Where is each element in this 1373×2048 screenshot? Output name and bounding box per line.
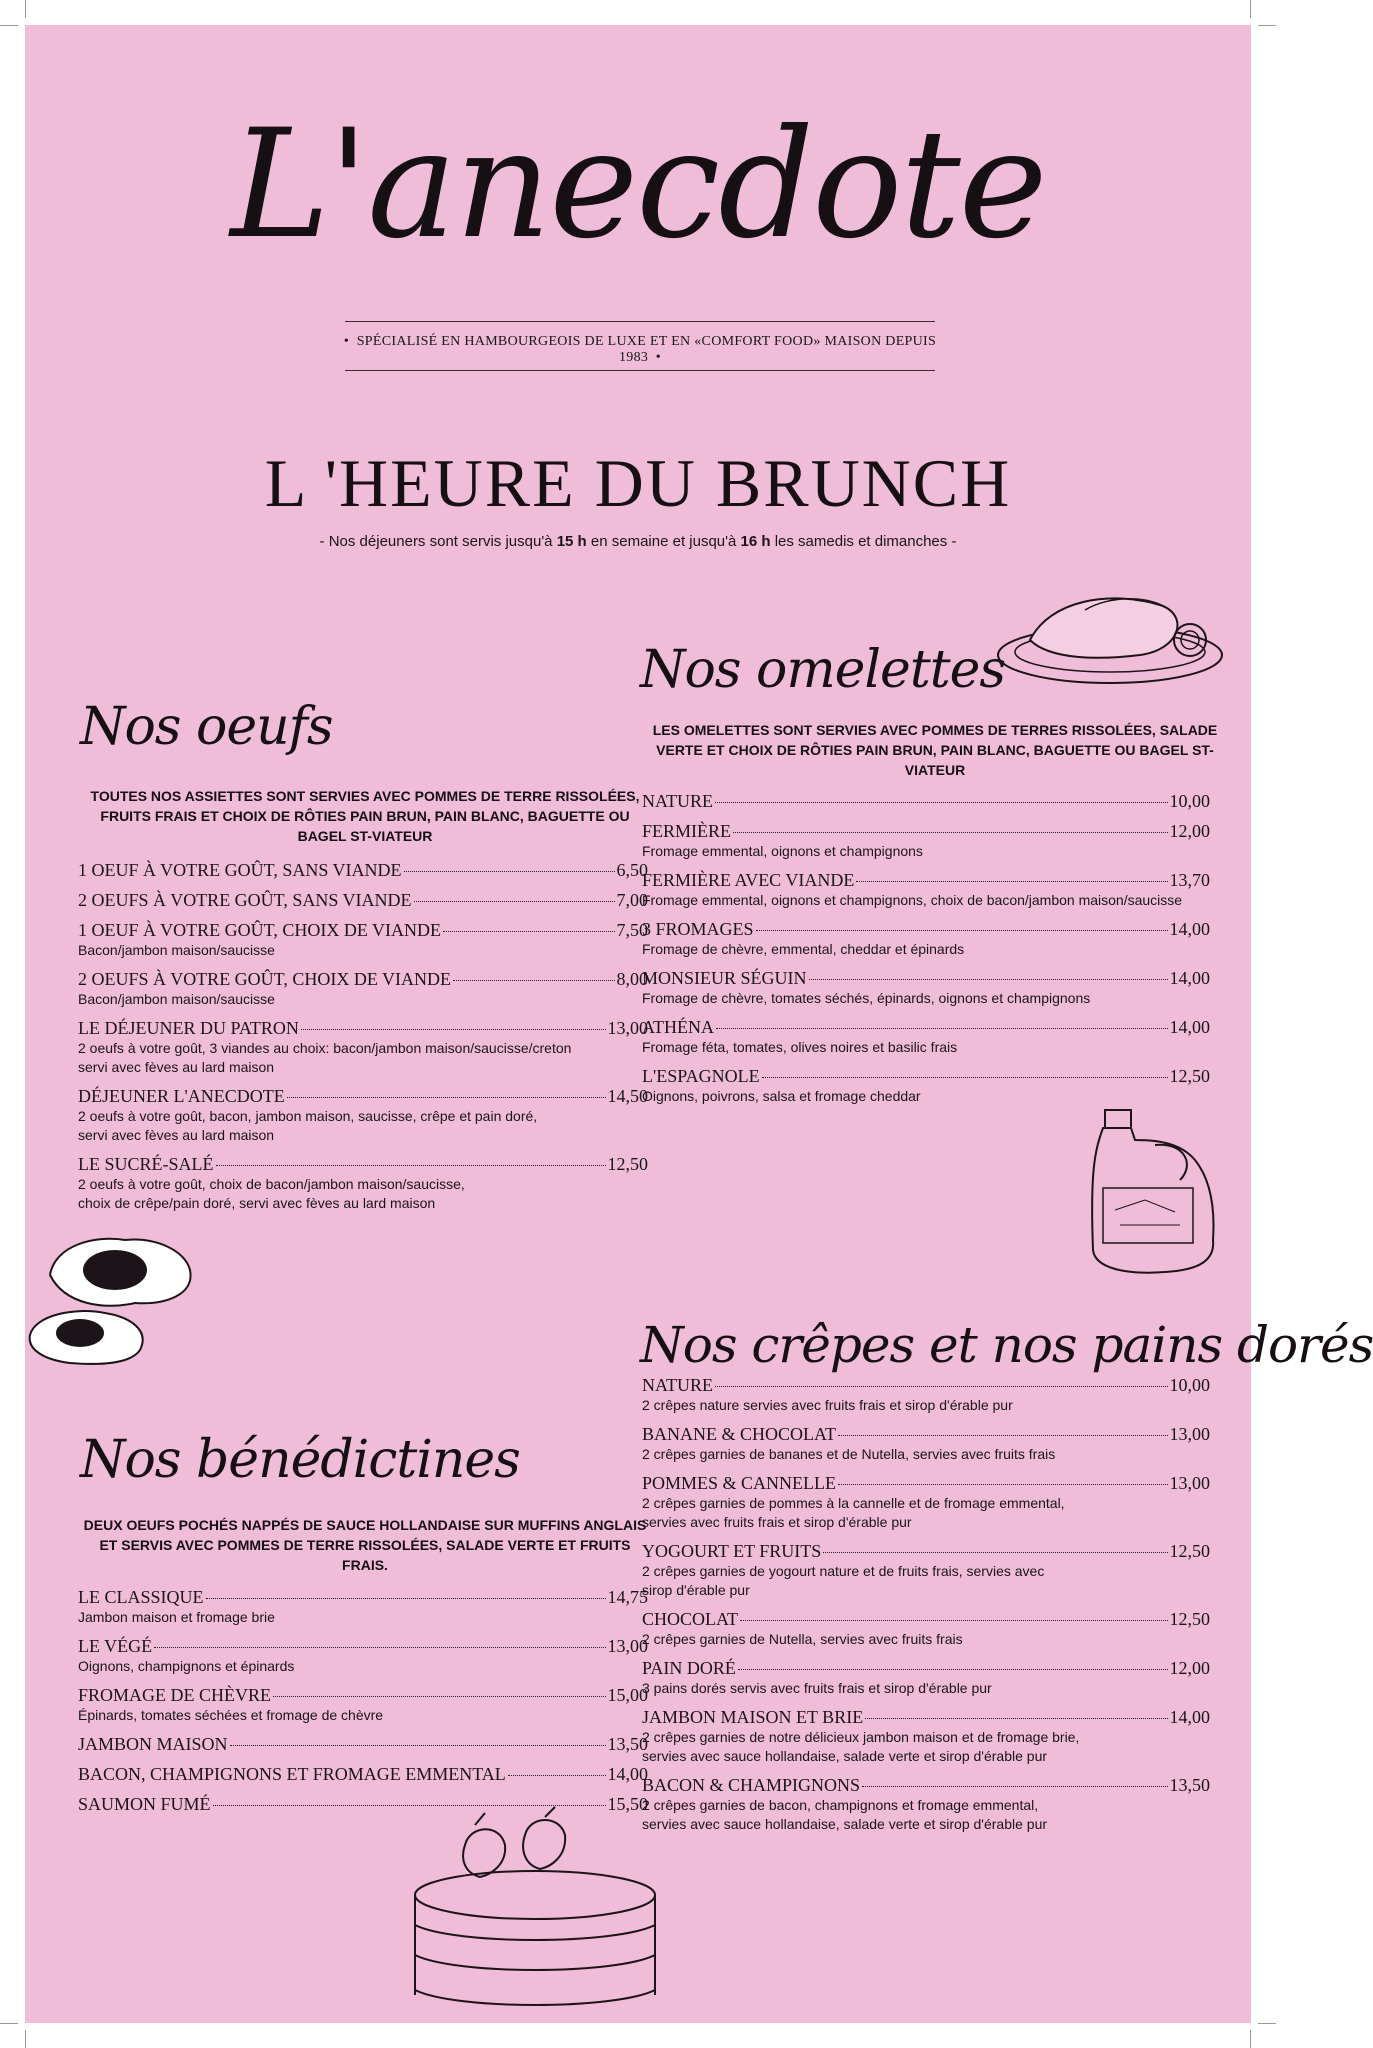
dot-leader [508,1775,606,1776]
menu-item-price: 13,00 [1169,1473,1210,1493]
menu-item-price: 12,00 [1169,1658,1210,1678]
dot-leader [733,832,1167,833]
menu-item [642,1707,1210,1766]
menu-item-name: 1 OEUF À VOTRE GOÛT, CHOIX DE VIANDE [78,920,441,940]
menu-item-row [78,1685,648,1706]
menu-item-price: 6,50 [616,860,648,880]
menu-item-row [642,1707,1210,1728]
menu-item-name: FERMIÈRE AVEC VIANDE [642,870,855,890]
menu-item-row [78,1086,648,1107]
menu-item-name: MONSIEUR SÉGUIN [642,968,807,988]
menu-item [642,821,1210,861]
menu-item-desc: 2 oeufs à votre goût, 3 viandes au choix: bacon/jambon maison/saucisse/creton servi avec fèves au lard maison [78,1040,572,1075]
dot-leader [715,802,1168,803]
menu-item-desc: 2 crêpes garnies de bananes et de Nutella, servies avec fruits frais [642,1446,1056,1462]
menu-item-name: ATHÉNA [642,1017,714,1037]
section-title-omelettes: Nos omelettes [640,640,1006,700]
dot-leader [715,1386,1168,1387]
menu-item-price: 13,00 [607,1018,648,1038]
menu-item-desc: Fromage emmental, oignons et champignons [642,843,923,859]
pancake-stack-icon [395,1805,695,2023]
menu-item-price: 7,50 [616,920,648,940]
menu-item-name: PAIN DORÉ [642,1658,736,1678]
menu-item-name: 2 OEUFS À VOTRE GOÛT, CHOIX DE VIANDE [78,969,451,989]
menu-item-row [642,1775,1210,1796]
menu-item-name: POMMES & CANNELLE [642,1473,837,1493]
menu-item [642,1541,1210,1600]
menu-item-row [642,1424,1210,1445]
menu-item-desc: 2 crêpes garnies de Nutella, servies avec fruits frais [642,1631,963,1647]
menu-item-desc: Bacon/jambon maison/saucisse [78,991,275,1007]
menu-item-desc: Jambon maison et fromage brie [78,1609,275,1625]
menu-item [78,1018,648,1077]
section-desc-omelettes: LES OMELETTES SONT SERVIES AVEC POMMES DE TERRES RISSOLÉES, SALADE VERTE ET CHOIX DE RÔTIES PAIN BRUN, PAIN BLANC, BAGUETTE OU BAGEL ST-VIATEUR [652,722,1218,778]
menu-item-row [642,1541,1210,1562]
divider [345,370,935,371]
menu-item-desc: 2 crêpes garnies de bacon, champignons et fromage emmental, servies avec sauce hollandaise, salade verte et sirop d'érable pur [642,1797,1048,1832]
menu-item-row [78,860,648,881]
menu-item [642,1017,1210,1057]
dot-leader [154,1647,605,1648]
dot-leader [756,930,1168,931]
menu-item-price: 12,50 [607,1154,648,1174]
menu-item-name: 2 OEUFS À VOTRE GOÛT, SANS VIANDE [78,890,412,910]
menu-item-name: SAUMON FUMÉ [78,1794,211,1814]
menu-item [78,1734,648,1755]
menu-list-oeufs [78,860,648,1222]
menu-item [78,860,648,881]
menu-item-row [78,1587,648,1608]
dot-leader [414,901,615,902]
menu-item-price: 12,00 [1169,821,1210,841]
menu-item-name: BACON & CHAMPIGNONS [642,1775,861,1795]
menu-item-name: BANANE & CHOCOLAT [642,1424,837,1444]
menu-item-row [642,1473,1210,1494]
dot-leader [404,871,615,872]
menu-item [78,920,648,960]
menu-item [642,968,1210,1008]
menu-item-name: FERMIÈRE [642,821,732,841]
dot-leader [762,1077,1168,1078]
menu-item-name: 3 FROMAGES [642,919,754,939]
menu-item [642,1424,1210,1464]
dot-leader [216,1165,606,1166]
menu-item-row [642,1658,1210,1679]
menu-item-name: JAMBON MAISON [78,1734,228,1754]
dot-leader [206,1598,606,1599]
dot-leader [838,1435,1167,1436]
menu-item-price: 14,00 [1169,968,1210,988]
dot-leader [453,980,615,981]
section-title-oeufs: Nos oeufs [80,697,333,757]
menu-item [642,1775,1210,1834]
menu-item-name: NATURE [642,791,713,811]
dot-leader [287,1097,606,1098]
menu-item-price: 12,50 [1169,1066,1210,1086]
menu-item-desc: Fromage de chèvre, tomates séchés, épinards, oignons et champignons [642,990,1091,1006]
menu-item-desc: 2 crêpes nature servies avec fruits frais et sirop d'érable pur [642,1397,1013,1413]
menu-item-price: 7,00 [616,890,648,910]
menu-item-desc: Fromage de chèvre, emmental, cheddar et épinards [642,941,965,957]
maple-syrup-jug-icon [1085,1100,1225,1280]
menu-item-row [642,821,1210,842]
menu-item [78,969,648,1009]
menu-item-desc: Épinards, tomates séchées et fromage de chèvre [78,1707,384,1723]
menu-item [642,1658,1210,1698]
menu-list-crepes [642,1375,1210,1843]
menu-item-row [642,1375,1210,1396]
hours-mid: en semaine et jusqu'à [586,533,741,550]
menu-item-desc: Oignons, poivrons, salsa et fromage cheddar [642,1088,921,1104]
menu-item-name: JAMBON MAISON ET BRIE [642,1707,864,1727]
dot-leader [809,979,1168,980]
menu-item-row [78,1734,648,1755]
menu-item [642,791,1210,812]
menu-item-desc: Bacon/jambon maison/saucisse [78,942,275,958]
menu-item-name: DÉJEUNER L'ANECDOTE [78,1086,285,1106]
menu-item-row [78,1636,648,1657]
menu-item-price: 10,00 [1169,1375,1210,1395]
menu-item-price: 13,00 [607,1636,648,1656]
menu-item-price: 12,50 [1169,1541,1210,1561]
menu-item-price: 13,00 [1169,1424,1210,1444]
divider [345,321,935,322]
menu-item-desc: Fromage féta, tomates, olives noires et basilic frais [642,1039,958,1055]
menu-item-name: LE VÉGÉ [78,1636,153,1656]
fried-eggs-icon [35,1225,215,1375]
menu-item-price: 15,50 [607,1794,648,1814]
menu-item [642,1609,1210,1649]
menu-item-row [642,791,1210,812]
dot-leader [716,1028,1168,1029]
menu-item-row [78,920,648,941]
menu-item-name: BACON, CHAMPIGNONS ET FROMAGE EMMENTAL [78,1764,506,1784]
hours-weekend: 16 h [740,533,771,550]
menu-item [642,1473,1210,1532]
menu-item-price: 14,00 [1169,1017,1210,1037]
dot-leader [838,1484,1167,1485]
menu-page [25,25,1373,2023]
tagline-text: SPÉCIALISÉ EN HAMBOURGEOIS DE LUXE ET EN «COMFORT FOOD» MAISON DEPUIS 1983 [356,334,937,365]
menu-item-row [642,870,1210,891]
menu-item-name: LE SUCRÉ-SALÉ [78,1154,214,1174]
dot-leader [230,1745,606,1746]
menu-item [78,1086,648,1145]
menu-item-name: YOGOURT ET FRUITS [642,1541,822,1561]
menu-item-name: LE DÉJEUNER DU PATRON [78,1018,299,1038]
menu-item-row [78,969,648,990]
dot-leader [856,881,1167,882]
menu-item-desc: 2 crêpes garnies de pommes à la cannelle et de fromage emmental, servies avec fruits frais et sirop d'érable pur [642,1495,1065,1530]
menu-item-price: 13,50 [1169,1775,1210,1795]
menu-item [642,919,1210,959]
dot-leader [273,1696,605,1697]
menu-item [642,870,1210,910]
menu-item [78,1587,648,1627]
menu-item-price: 13,70 [1169,870,1210,890]
dot-leader [738,1669,1168,1670]
menu-item-price: 10,00 [1169,791,1210,811]
menu-item-row [78,890,648,911]
menu-item-name: 1 OEUF À VOTRE GOÛT, SANS VIANDE [78,860,402,880]
omelette-plate-icon [990,580,1230,690]
dot-leader [865,1718,1167,1719]
menu-item-price: 14,00 [607,1764,648,1784]
menu-item-row [642,968,1210,989]
menu-item-desc: Fromage emmental, oignons et champignons, choix de bacon/jambon maison/saucisse [642,892,1183,908]
menu-item-price: 14,00 [1169,919,1210,939]
section-title-crepes: Nos crêpes et nos pains dorés [640,1316,1373,1374]
menu-item-row [78,1018,648,1039]
menu-item [642,1375,1210,1415]
page-title: L 'HEURE DU BRUNCH [264,445,1012,521]
menu-item-price: 14,75 [607,1587,648,1607]
menu-item-row [642,1609,1210,1630]
dot-leader [862,1786,1167,1787]
menu-item-row [78,1764,648,1785]
hours-weekday: 15 h [556,533,587,550]
menu-item-name: L'ESPAGNOLE [642,1066,760,1086]
menu-item-row [642,1066,1210,1087]
menu-item-price: 15,00 [607,1685,648,1705]
menu-item-desc: 2 crêpes garnies de notre délicieux jambon maison et de fromage brie, servies avec sauce hollandaise, salade verte et sirop d'érable pur [642,1729,1080,1764]
menu-item-row [642,919,1210,940]
section-title-benedictines: Nos bénédictines [80,1430,520,1490]
menu-item-desc: 3 pains dorés servis avec fruits frais et sirop d'érable pur [642,1680,992,1696]
menu-item-name: LE CLASSIQUE [78,1587,204,1607]
menu-list-benedictines [78,1587,648,1824]
dot-leader [443,931,615,932]
menu-item-price: 14,00 [1169,1707,1210,1727]
menu-item-desc: 2 oeufs à votre goût, choix de bacon/jambon maison/saucisse, choix de crêpe/pain doré, servi avec fèves au lard maison [78,1176,465,1211]
menu-item-price: 13,50 [607,1734,648,1754]
menu-item [78,1685,648,1725]
hours-note [25,533,1251,550]
menu-item-desc: 2 oeufs à votre goût, bacon, jambon maison, saucisse, crêpe et pain doré, servi avec fèves au lard maison [78,1108,538,1143]
menu-item-price: 12,50 [1169,1609,1210,1629]
section-desc-oeufs: TOUTES NOS ASSIETTES SONT SERVIES AVEC POMMES DE TERRE RISSOLÉES, FRUITS FRAIS ET CHOIX DE RÔTIES PAIN BRUN, PAIN BLANC, BAGUETTE OU BAGEL ST-VIATEUR [90,788,640,844]
menu-item [78,1636,648,1676]
menu-item-price: 14,50 [607,1086,648,1106]
menu-item-desc: Oignons, champignons et épinards [78,1658,295,1674]
menu-list-omelettes [642,791,1210,1115]
restaurant-logo: L'anecdote [230,98,1046,272]
menu-item-row [642,1017,1210,1038]
menu-item [78,1764,648,1785]
hours-post: les samedis et dimanches - [770,533,957,550]
dot-leader [740,1620,1167,1621]
dot-leader [301,1029,606,1030]
menu-item [78,890,648,911]
menu-item-name: FROMAGE DE CHÈVRE [78,1685,272,1705]
menu-item-desc: 2 crêpes garnies de yogourt nature et de fruits frais, servies avec sirop d'érable pur [642,1563,1045,1598]
menu-item [78,1154,648,1213]
menu-item-row [78,1154,648,1175]
menu-item-price: 8,00 [616,969,648,989]
menu-item-name: NATURE [642,1375,713,1395]
tagline: • SPÉCIALISÉ EN HAMBOURGEOIS DE LUXE ET EN «COMFORT FOOD» MAISON DEPUIS 1983 • [343,334,937,365]
dot-leader [823,1552,1167,1553]
hours-pre: - Nos déjeuners sont servis jusqu'à [319,533,557,550]
menu-item-name: CHOCOLAT [642,1609,739,1629]
section-desc-benedictines: DEUX OEUFS POCHÉS NAPPÉS DE SAUCE HOLLANDAISE SUR MUFFINS ANGLAIS ET SERVIS AVEC POMMES DE TERRE RISSOLÉES, SALADE VERTE ET FRUITS FRAIS. [83,1517,647,1573]
